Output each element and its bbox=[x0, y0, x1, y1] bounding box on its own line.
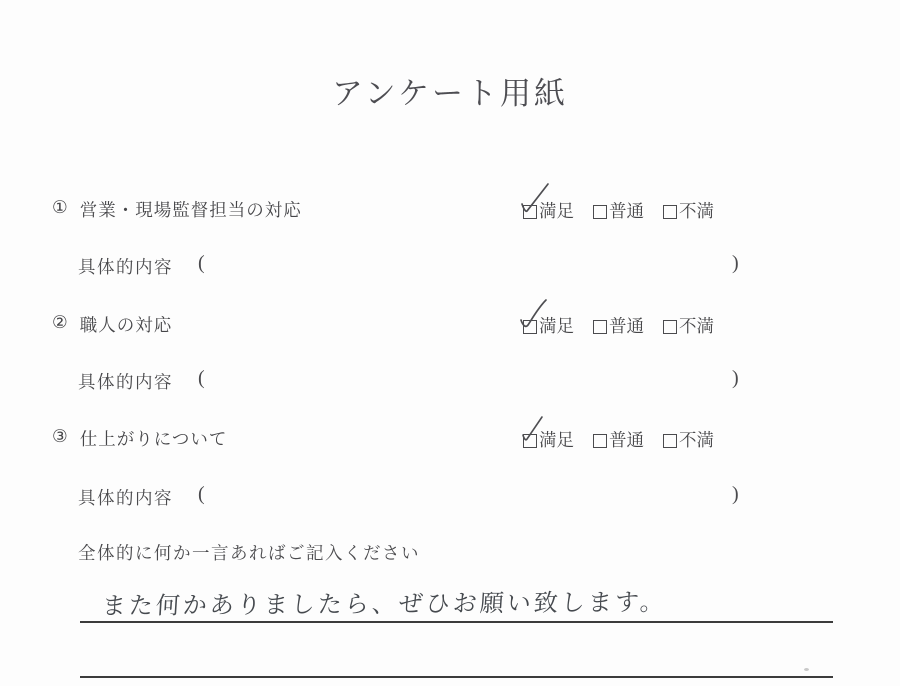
option-satisfied bbox=[523, 313, 574, 338]
question-1-options bbox=[523, 198, 714, 223]
checkbox-normal[interactable] bbox=[593, 434, 607, 448]
detail-input-area[interactable] bbox=[218, 254, 723, 278]
detail-label: 具体的内容 bbox=[78, 257, 173, 277]
comment-prompt: 全体的に何か一言あればご記入ください bbox=[78, 543, 420, 563]
comment-line-2[interactable] bbox=[80, 676, 833, 678]
option-label: 普通 bbox=[609, 430, 644, 450]
question-1 bbox=[52, 197, 302, 222]
option-normal bbox=[593, 313, 644, 338]
option-normal bbox=[593, 427, 644, 452]
question-2-detail bbox=[78, 367, 739, 394]
question-label: 仕上がりについて bbox=[79, 429, 228, 449]
checkbox-satisfied[interactable] bbox=[523, 434, 537, 448]
option-label: 満足 bbox=[539, 316, 574, 336]
question-label: 職人の対応 bbox=[79, 315, 173, 335]
paren-close: ) bbox=[732, 367, 739, 389]
detail-label: 具体的内容 bbox=[78, 488, 173, 508]
paren-close: ) bbox=[732, 483, 739, 505]
option-satisfied bbox=[523, 198, 574, 223]
option-dissatisfied bbox=[663, 313, 714, 338]
checkbox-dissatisfied[interactable] bbox=[663, 320, 677, 334]
checkbox-dissatisfied[interactable] bbox=[663, 205, 677, 219]
question-1-detail bbox=[78, 252, 739, 279]
page-title: アンケート用紙 bbox=[331, 76, 569, 111]
question-3-detail bbox=[78, 483, 739, 510]
option-label: 普通 bbox=[609, 316, 644, 336]
option-label: 満足 bbox=[539, 201, 574, 221]
scan-speck bbox=[804, 668, 809, 671]
question-3-options bbox=[523, 427, 714, 452]
paren-open: ( bbox=[198, 483, 205, 505]
option-dissatisfied bbox=[663, 427, 714, 452]
checkbox-satisfied[interactable] bbox=[523, 320, 537, 334]
option-label: 不満 bbox=[679, 316, 714, 336]
checkbox-normal[interactable] bbox=[593, 205, 607, 219]
option-label: 不満 bbox=[679, 201, 714, 221]
comment-handwriting: また何かありましたら、ぜひお願い致します。 bbox=[100, 590, 668, 620]
detail-input-area[interactable] bbox=[218, 369, 723, 393]
comment-line-1[interactable] bbox=[80, 621, 833, 623]
detail-label: 具体的内容 bbox=[78, 372, 173, 392]
checkbox-normal[interactable] bbox=[593, 320, 607, 334]
question-label: 営業・現場監督担当の対応 bbox=[79, 200, 302, 220]
paren-close: ) bbox=[732, 252, 739, 274]
question-3 bbox=[52, 426, 227, 451]
checkbox-satisfied[interactable] bbox=[523, 205, 537, 219]
option-dissatisfied bbox=[663, 198, 714, 223]
option-satisfied bbox=[523, 427, 574, 452]
checkbox-dissatisfied[interactable] bbox=[663, 434, 677, 448]
question-2 bbox=[52, 312, 172, 337]
question-number: ② bbox=[52, 312, 69, 332]
option-label: 満足 bbox=[539, 430, 574, 450]
question-number: ① bbox=[52, 197, 69, 217]
paren-open: ( bbox=[198, 252, 205, 274]
question-2-options bbox=[523, 313, 714, 338]
option-normal bbox=[593, 198, 644, 223]
detail-input-area[interactable] bbox=[218, 485, 723, 509]
paren-open: ( bbox=[198, 367, 205, 389]
question-number: ③ bbox=[52, 426, 69, 446]
option-label: 普通 bbox=[609, 201, 644, 221]
option-label: 不満 bbox=[679, 430, 714, 450]
